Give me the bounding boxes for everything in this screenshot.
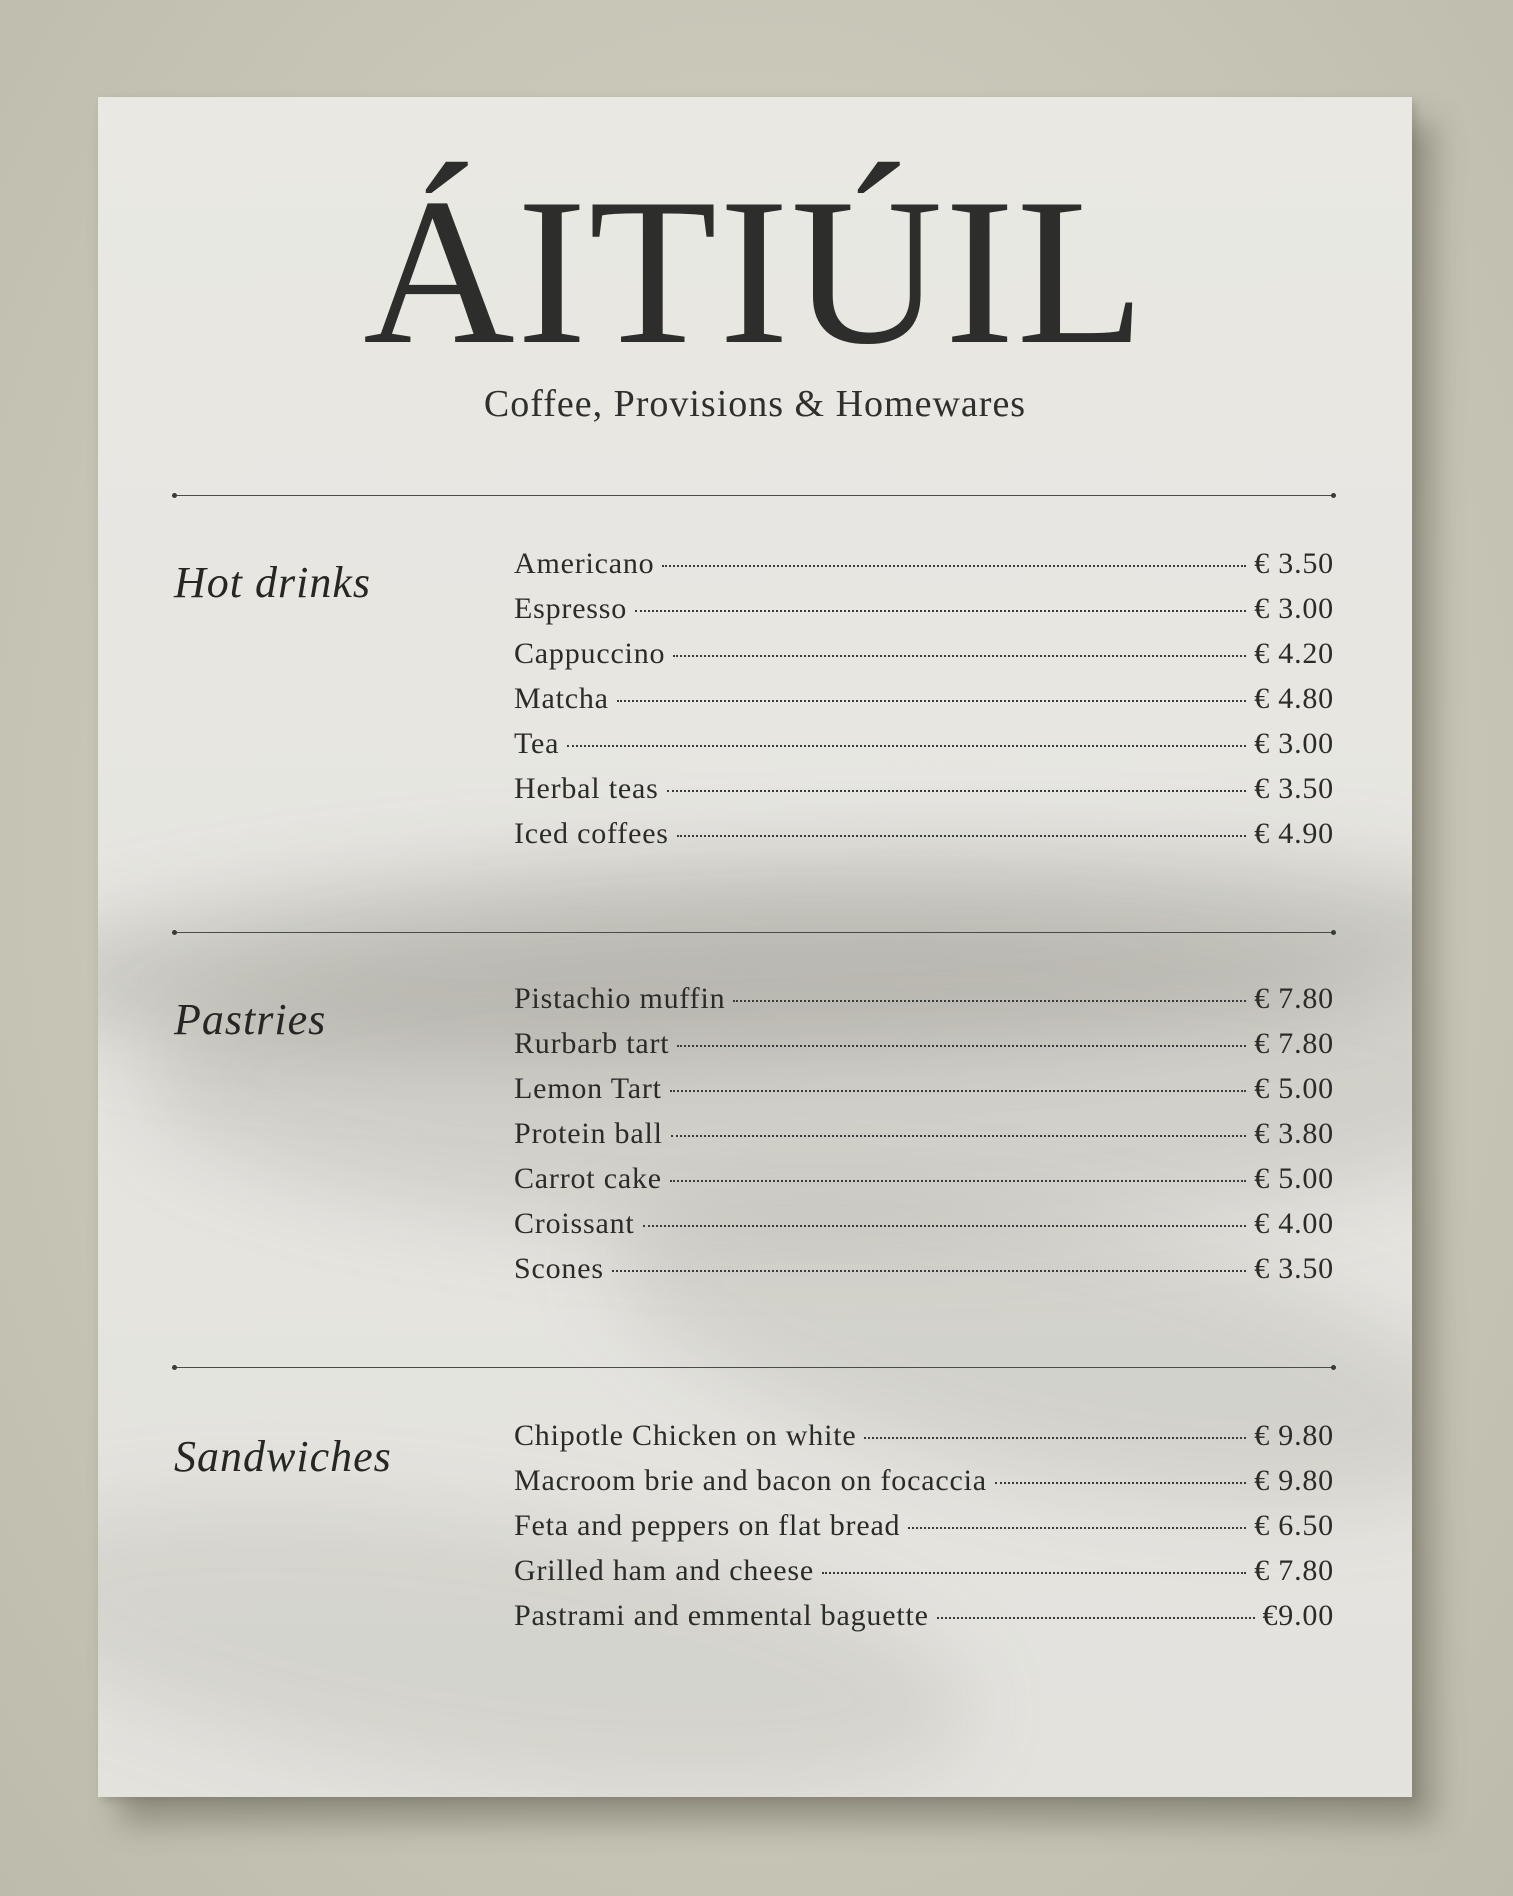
menu-item xyxy=(514,817,1334,862)
item-price: € 5.00 xyxy=(1254,1072,1334,1105)
menu-item xyxy=(514,1554,1334,1599)
item-price: €9.00 xyxy=(1262,1599,1334,1632)
item-name: Americano xyxy=(514,547,655,580)
menu-item xyxy=(514,1027,1334,1072)
item-price: € 7.80 xyxy=(1254,982,1334,1015)
item-name: Espresso xyxy=(514,592,628,625)
dot-leader xyxy=(670,1180,1246,1182)
item-name: Rurbarb tart xyxy=(514,1027,670,1060)
section-divider xyxy=(174,495,1334,496)
menu-item xyxy=(514,727,1334,772)
dot-leader xyxy=(995,1482,1246,1484)
dot-leader xyxy=(671,1135,1246,1137)
item-price: € 3.50 xyxy=(1254,1252,1334,1285)
item-name: Chipotle Chicken on white xyxy=(514,1419,857,1452)
menu-card xyxy=(98,97,1412,1797)
brand-tagline: Coffee, Provisions & Homewares xyxy=(483,383,1027,425)
item-price: € 5.00 xyxy=(1254,1162,1334,1195)
item-name: Carrot cake xyxy=(514,1162,662,1195)
item-name: Croissant xyxy=(514,1207,635,1240)
dot-leader xyxy=(670,1090,1246,1092)
dot-leader xyxy=(612,1270,1246,1272)
section-title: Hot drinks xyxy=(174,558,371,607)
dot-leader xyxy=(937,1617,1255,1619)
menu-item xyxy=(514,1464,1334,1509)
item-name: Matcha xyxy=(514,682,609,715)
menu-item xyxy=(514,1252,1334,1297)
item-name: Lemon Tart xyxy=(514,1072,662,1105)
menu-item xyxy=(514,547,1334,592)
dot-leader xyxy=(908,1527,1246,1529)
item-price: € 3.00 xyxy=(1254,727,1334,760)
item-name: Grilled ham and cheese xyxy=(514,1554,814,1587)
item-price: € 4.90 xyxy=(1254,817,1334,850)
item-price: € 4.00 xyxy=(1254,1207,1334,1240)
menu-item xyxy=(514,1117,1334,1162)
dot-leader xyxy=(733,1000,1246,1002)
menu-item xyxy=(514,1509,1334,1554)
dot-leader xyxy=(822,1572,1246,1574)
dot-leader xyxy=(567,745,1246,747)
section-divider xyxy=(174,1367,1334,1368)
dot-leader xyxy=(635,610,1246,612)
section-title: Pastries xyxy=(174,995,327,1044)
item-price: € 3.50 xyxy=(1254,547,1334,580)
item-price: € 4.20 xyxy=(1254,637,1334,670)
menu-item xyxy=(514,1162,1334,1207)
item-price: € 3.50 xyxy=(1254,772,1334,805)
menu-item xyxy=(514,1599,1334,1644)
dot-leader xyxy=(617,700,1246,702)
item-name: Tea xyxy=(514,727,560,760)
item-price: € 3.80 xyxy=(1254,1117,1334,1150)
dot-leader xyxy=(662,565,1246,567)
menu-item xyxy=(514,1072,1334,1117)
item-price: € 6.50 xyxy=(1254,1509,1334,1542)
item-name: Scones xyxy=(514,1252,604,1285)
menu-item-list xyxy=(514,547,1334,862)
menu-item xyxy=(514,1419,1334,1464)
menu-item xyxy=(514,1207,1334,1252)
item-price: € 7.80 xyxy=(1254,1554,1334,1587)
menu-item xyxy=(514,772,1334,817)
item-name: Herbal teas xyxy=(514,772,659,805)
menu-item xyxy=(514,682,1334,727)
item-name: Pastrami and emmental baguette xyxy=(514,1599,929,1632)
dot-leader xyxy=(673,655,1246,657)
item-name: Feta and peppers on flat bread xyxy=(514,1509,901,1542)
item-price: € 7.80 xyxy=(1254,1027,1334,1060)
menu-item-list xyxy=(514,982,1334,1297)
menu-item-list xyxy=(514,1419,1334,1644)
dot-leader xyxy=(667,790,1247,792)
section-divider xyxy=(174,932,1334,933)
dot-leader xyxy=(677,835,1246,837)
item-price: € 3.00 xyxy=(1254,592,1334,625)
dot-leader xyxy=(864,1437,1246,1439)
menu-item xyxy=(514,637,1334,682)
item-name: Cappuccino xyxy=(514,637,666,670)
menu-item xyxy=(514,982,1334,1027)
item-name: Iced coffees xyxy=(514,817,669,850)
item-name: Pistachio muffin xyxy=(514,982,726,1015)
item-price: € 9.80 xyxy=(1254,1419,1334,1452)
brand-logo: ÁITIÚIL xyxy=(363,156,1147,388)
item-name: Macroom brie and bacon on focaccia xyxy=(514,1464,987,1497)
menu-item xyxy=(514,592,1334,637)
dot-leader xyxy=(643,1225,1247,1227)
item-price: € 4.80 xyxy=(1254,682,1334,715)
item-price: € 9.80 xyxy=(1254,1464,1334,1497)
section-title: Sandwiches xyxy=(174,1432,392,1481)
item-name: Protein ball xyxy=(514,1117,663,1150)
dot-leader xyxy=(677,1045,1246,1047)
